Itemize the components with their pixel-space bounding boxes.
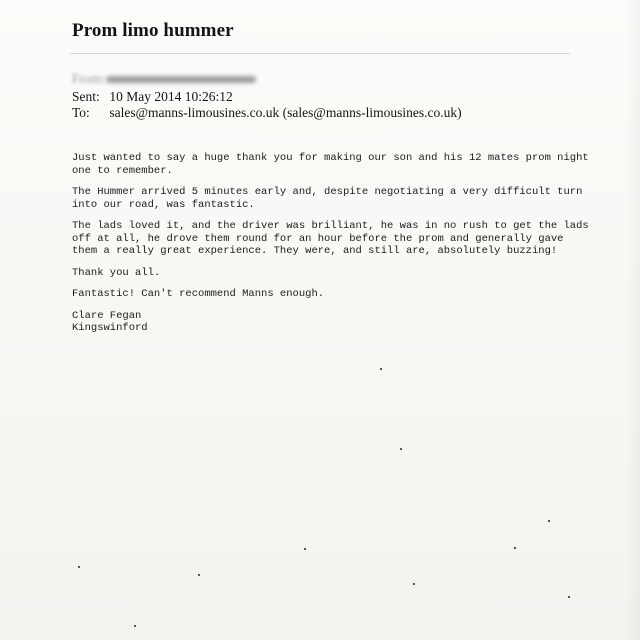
scan-speck [134,625,136,627]
sent-label: Sent: [72,89,100,104]
scan-speck [198,574,200,576]
sent-value: 10 May 2014 10:26:12 [109,89,233,104]
redacted-sender-address [106,76,256,83]
scan-speck [413,583,415,585]
from-row [72,71,256,87]
from-label: From: [72,71,106,86]
scan-speck [78,566,80,568]
body-paragraph: The lads loved it, and the driver was brilliant, he was in no rush to get the lads off at all, he drove them round for an hour before the prom and generally gave them a really great experience. They were, and still are, absolutely buzzing! [72,220,589,257]
to-value: sales@manns-limousines.co.uk (sales@manns-limousines.co.uk) [109,105,462,120]
page-edge-shadow [626,0,640,640]
body-paragraph: Thank you all. [72,266,161,279]
scan-speck [380,368,382,370]
message-body [72,152,592,335]
to-label: To: [72,105,90,120]
to-row [72,105,462,121]
body-paragraph: Fantastic! Can't recommend Manns enough. [72,288,325,300]
signature-place: Kingswinford [72,322,148,334]
body-paragraph: Just wanted to say a huge thank you for making our son and his 12 mates prom night one to remember. [72,152,589,177]
scan-speck [548,520,550,522]
scan-speck [568,596,570,598]
body-paragraph: The Hummer arrived 5 minutes early and, despite negotiating a very difficult turn into our road, was fantastic. [72,186,583,211]
scan-speck [400,448,402,450]
scan-speck [514,547,516,549]
signature-name: Clare Fegan [72,309,142,322]
title-divider [70,53,570,54]
document-title: Prom limo hummer [72,20,234,41]
sent-row [72,89,233,105]
scan-speck [304,548,306,550]
